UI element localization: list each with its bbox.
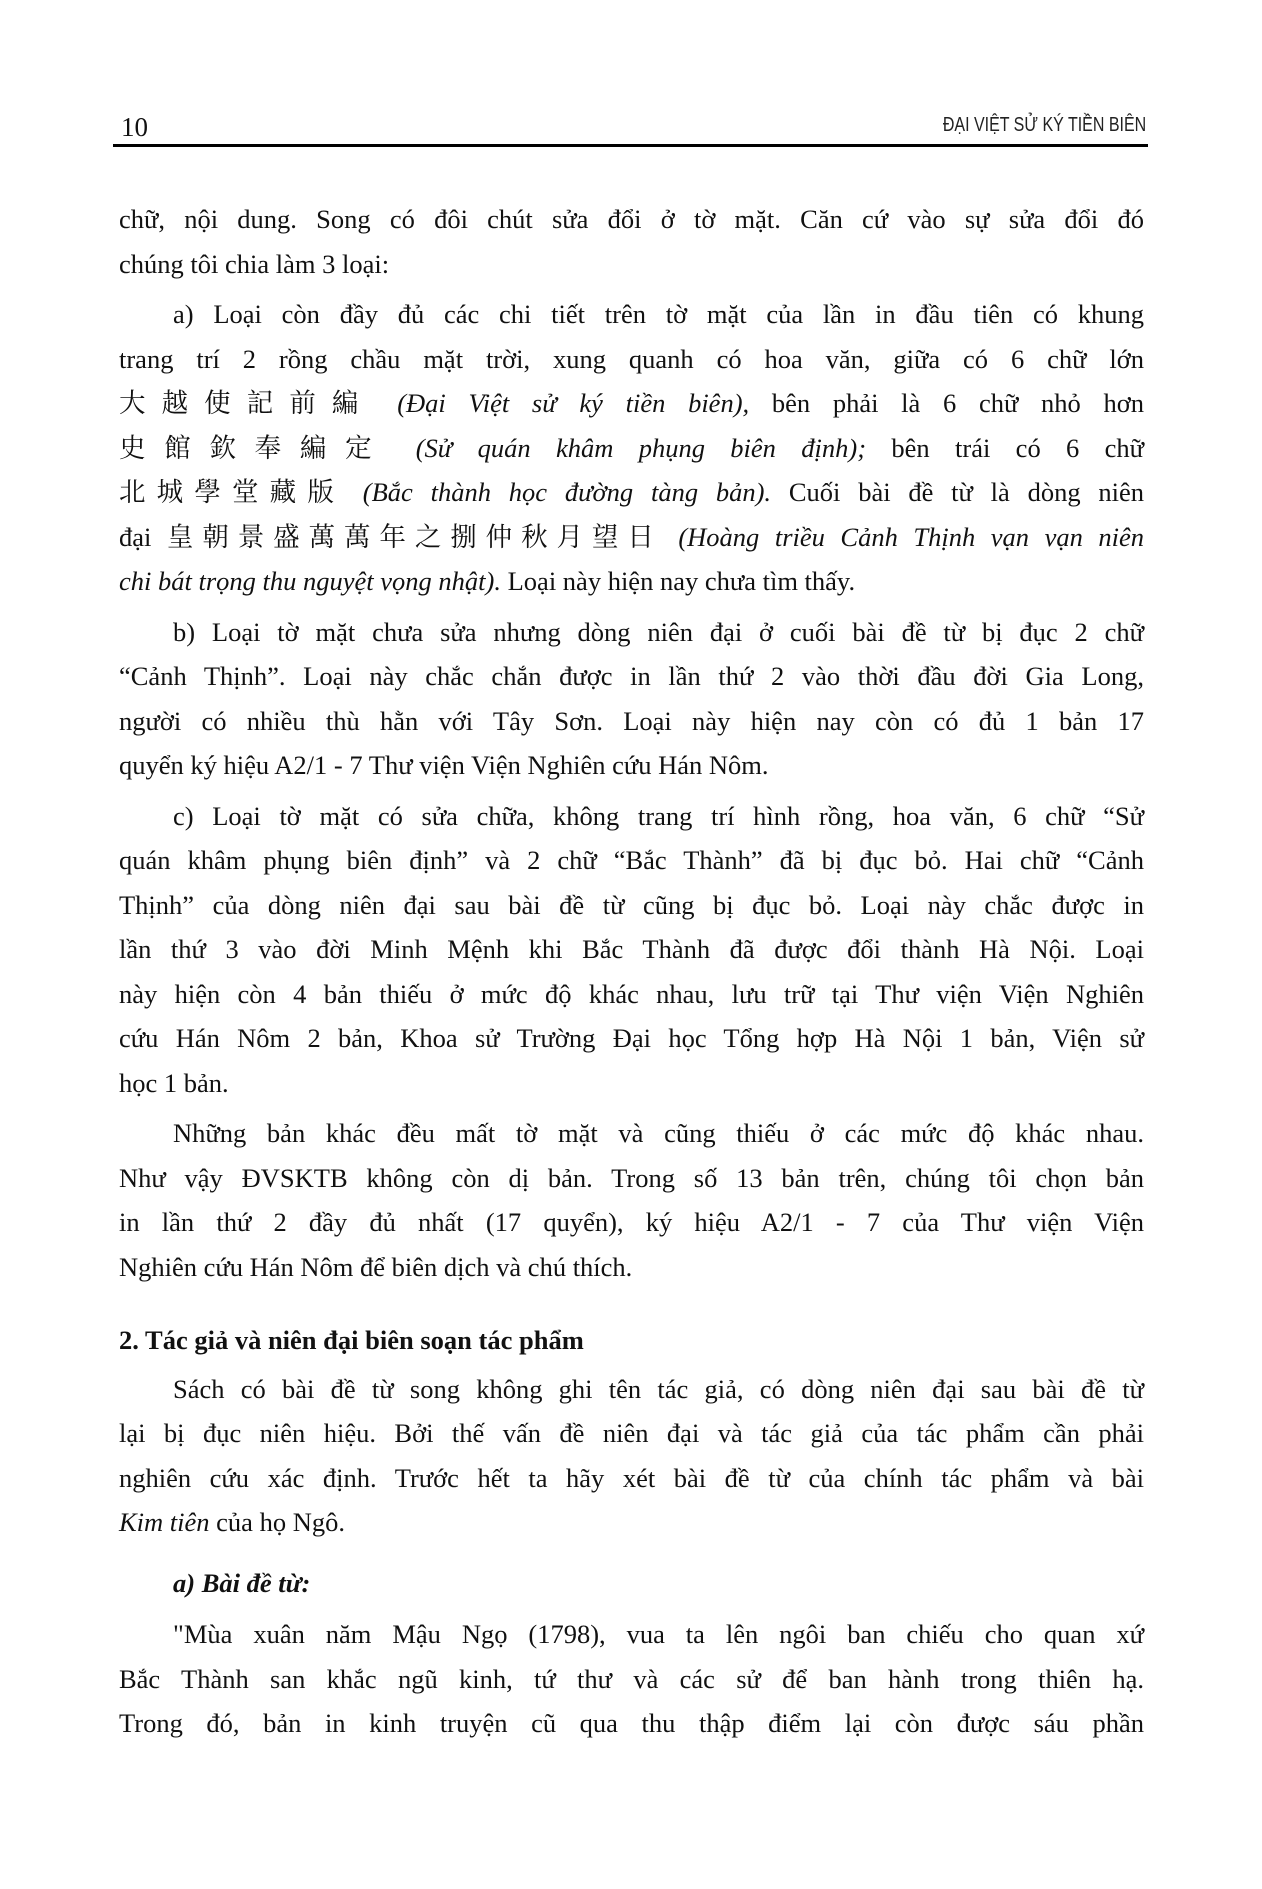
chinese-title: 北城學堂藏版	[119, 477, 345, 507]
text-line: Sách có bài đề từ song không ghi tên tác giả, có dòng niên đại sau bài đề từ	[173, 1373, 1144, 1404]
text-line: Bắc Thành san khắc ngũ kinh, tứ thư và các sử để ban hành trong thiên hạ.	[119, 1663, 1144, 1694]
text-line: "Mùa xuân năm Mậu Ngọ (1798), vua ta lên ngôi ban chiếu cho quan xứ	[173, 1619, 1144, 1649]
text-segment: bên phải là 6 chữ nhỏ hơn	[771, 388, 1145, 418]
chinese-title: 史館欽奉編定	[119, 432, 391, 463]
paragraph-intro	[119, 197, 1144, 286]
text-segment: Cuối bài đề từ là dòng niên	[788, 477, 1145, 507]
text-line: nghiên cứu xác định. Trước hết ta hãy xét bài đề từ của chính tác phẩm và bài	[119, 1462, 1144, 1493]
paragraph-type-b	[119, 610, 1144, 788]
text-line: quán khâm phụng biên định” và 2 chữ “Bắc Thành” đã bị đục bỏ. Hai chữ “Cảnh	[119, 845, 1144, 875]
paragraph-type-c	[119, 794, 1144, 1106]
text-segment: đại	[119, 521, 152, 552]
paragraph-quote	[119, 1612, 1144, 1746]
text-line	[119, 559, 1144, 604]
section-heading: 2. Tác giả và niên đại biên soạn tác phẩm	[119, 1325, 584, 1355]
text-line: người có nhiều thù hằn với Tây Sơn. Loại này hiện nay còn có đủ 1 bản 17	[119, 705, 1144, 736]
text-line: trang trí 2 rồng chầu mặt trời, xung quanh có hoa văn, giữa có 6 chữ lớn	[119, 343, 1144, 374]
text-line: này hiện còn 4 bản thiếu ở mức độ khác nhau, lưu trữ tại Thư viện Viện Nghiên	[119, 978, 1144, 1009]
text-line: chúng tôi chia làm 3 loại:	[119, 248, 390, 279]
text-line	[119, 515, 1144, 560]
italic-transliteration: chi bát trọng thu nguyệt vọng nhật).	[119, 566, 501, 596]
text-line: c) Loại tờ mặt có sửa chữa, không trang trí hình rồng, hoa văn, 6 chữ “Sử	[173, 800, 1144, 831]
text-line	[119, 1500, 1144, 1545]
text-line: “Cảnh Thịnh”. Loại này chắc chắn được in lần thứ 2 vào thời đầu đời Gia Long,	[119, 661, 1144, 691]
page-number: 10	[121, 112, 148, 142]
text-line: lại bị đục niên hiệu. Bởi thế vấn đề niên đại và tác giả của tác phẩm cần phải	[119, 1418, 1144, 1448]
text-line: học 1 bản.	[119, 1067, 229, 1098]
text-line: a) Loại còn đầy đủ các chi tiết trên tờ mặt của lần in đầu tiên có khung	[173, 299, 1144, 329]
header-rule	[113, 144, 1148, 147]
subsection-heading: a) Bài đề từ:	[173, 1567, 311, 1598]
paragraph-author	[119, 1367, 1144, 1545]
text-line: Như vậy ĐVSKTB không còn dị bản. Trong số 13 bản trên, chúng tôi chọn bản	[119, 1162, 1144, 1193]
text-line: quyển ký hiệu A2/1 - 7 Thư viện Viện Nghiên cứu Hán Nôm.	[119, 750, 769, 780]
page-body	[119, 197, 1144, 1746]
italic-transliteration: (Hoàng triều Cảnh Thịnh vạn vạn niên	[678, 521, 1145, 552]
text-line: Nghiên cứu Hán Nôm để biên dịch và chú thích.	[119, 1251, 633, 1282]
italic-title: Kim tiên	[119, 1507, 210, 1537]
italic-transliteration: (Đại Việt sử ký tiền biên),	[397, 388, 750, 418]
italic-transliteration: (Bắc thành học đường tàng bản).	[362, 477, 772, 507]
chinese-title: 大越使記前編	[119, 388, 375, 418]
text-line: in lần thứ 2 đầy đủ nhất (17 quyển), ký hiệu A2/1 - 7 của Thư viện Viện	[119, 1207, 1144, 1237]
running-title: ĐẠI VIỆT SỬ KÝ TIỀN BIÊN	[942, 114, 1146, 136]
text-line	[119, 470, 1144, 515]
text-line: cứu Hán Nôm 2 bản, Khoa sử Trường Đại học Tổng hợp Hà Nội 1 bản, Viện sử	[119, 1023, 1144, 1053]
text-line: lần thứ 3 vào đời Minh Mệnh khi Bắc Thành đã được đổi thành Hà Nội. Loại	[119, 934, 1144, 964]
text-line	[119, 426, 1144, 471]
paragraph-other-copies	[119, 1111, 1144, 1289]
text-line: Những bản khác đều mất tờ mặt và cũng thiếu ở các mức độ khác nhau.	[173, 1118, 1144, 1148]
text-line: Trong đó, bản in kinh truyện cũ qua thu thập điểm lại còn được sáu phần	[119, 1708, 1144, 1738]
text-segment: của họ Ngô.	[216, 1507, 345, 1537]
text-segment: bên trái có 6 chữ	[891, 432, 1145, 463]
text-line: b) Loại tờ mặt chưa sửa nhưng dòng niên đại ở cuối bài đề từ bị đục 2 chữ	[173, 616, 1144, 647]
paragraph-type-a	[119, 292, 1144, 604]
text-line: Thịnh” của dòng niên đại sau bài đề từ cũng bị đục bỏ. Loại này chắc được in	[119, 889, 1144, 920]
text-line	[119, 381, 1144, 426]
text-line: chữ, nội dung. Song có đôi chút sửa đổi ở tờ mặt. Căn cứ vào sự sửa đổi đó	[119, 204, 1144, 234]
text-segment: Loại này hiện nay chưa tìm thấy.	[507, 566, 856, 596]
italic-transliteration: (Sử quán khâm phụng biên định);	[415, 432, 867, 463]
chinese-date: 皇朝景盛萬萬年之捌仲秋月望日	[166, 521, 663, 552]
